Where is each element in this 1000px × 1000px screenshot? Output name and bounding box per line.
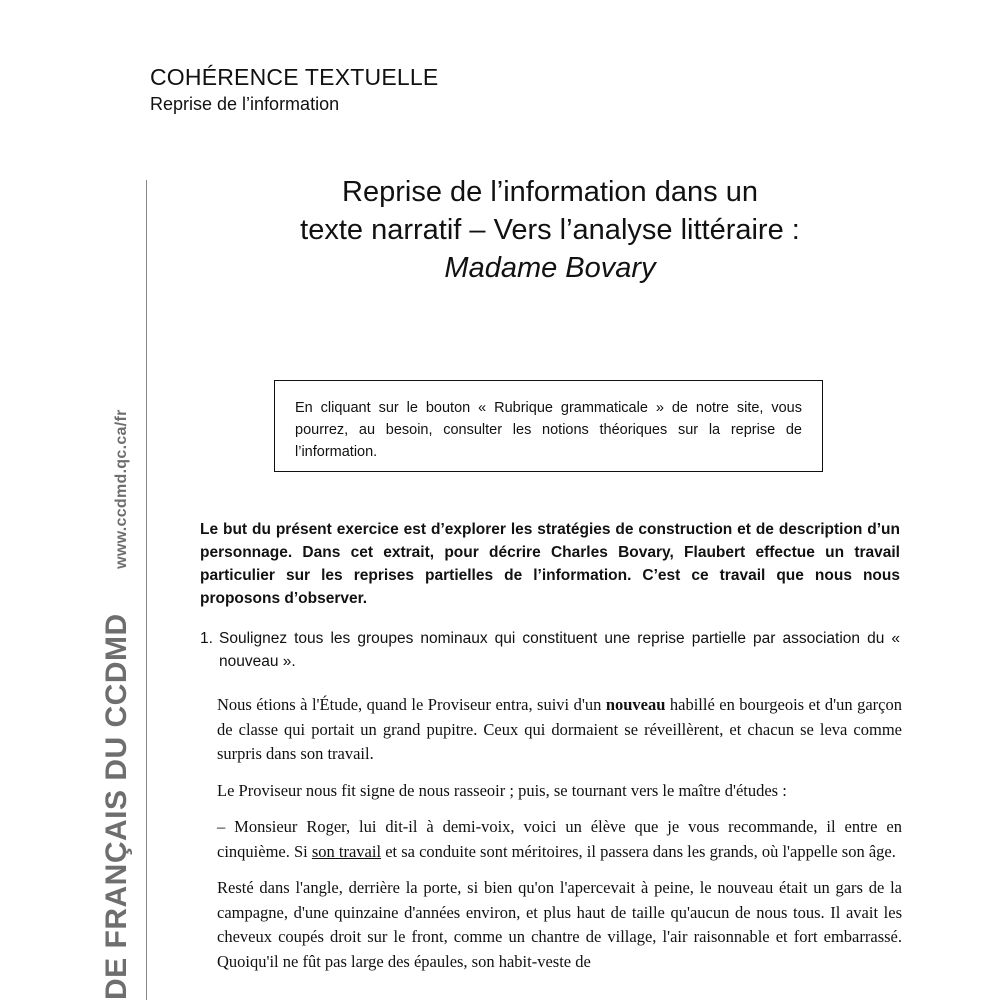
note-box xyxy=(274,380,823,472)
sidebar-vertical-text xyxy=(92,0,142,1000)
excerpt-p1-bold: nouveau xyxy=(605,695,666,714)
excerpt-p3-after: et sa conduite sont méritoires, il passera dans les grands, où l'appelle son âge. xyxy=(381,841,896,861)
excerpt-paragraph-2: Le Proviseur nous fit signe de nous rasseoir ; puis, se tournant vers le maître d'études : xyxy=(217,780,787,800)
title-line-1: Reprise de l’information dans un xyxy=(342,176,758,208)
excerpt-p1-before: Nous étions à l'Étude, quand le Proviseur entra, suivi d'un xyxy=(217,695,606,714)
question-1 xyxy=(200,627,900,673)
question-number: 1. xyxy=(200,630,213,647)
literary-excerpt xyxy=(217,693,902,986)
sidebar-url: www.ccdmd.qc.ca/fr xyxy=(113,409,130,569)
sidebar-org: DE FRANÇAIS DU CCDMD xyxy=(100,613,133,1000)
page-header xyxy=(150,62,438,116)
excerpt-p3-before: – Monsieur Roger, lui dit-il à demi-voix, voici un élève que je vous recommande, il entre en cinquième. Si xyxy=(217,817,902,861)
title-line-2: texte narratif – Vers l’analyse littéraire : xyxy=(300,214,800,246)
excerpt-p1-after: habillé en bourgeois et d'un garçon de classe qui portait un grand pupitre. Ceux qui dormaient se réveillèrent, et chacun se leva comme surpris dans son travail. xyxy=(217,695,902,763)
page-title xyxy=(200,173,900,287)
question-text: Soulignez tous les groupes nominaux qui constituent une reprise partielle par association du « nouveau ». xyxy=(219,630,900,670)
excerpt-paragraph-4: Resté dans l'angle, derrière la porte, si bien qu'on l'apercevait à peine, le nouveau était un gars de la campagne, d'une quinzaine d'années environ, et plus haut de taille qu'aucun de nous tous. Il avait les cheveux coupés droit sur le front, comme un chantre de village, l'air raisonnable et fort embarrassé. Quoiqu'il ne fût pas large des épaules, son habit-veste de xyxy=(217,878,902,971)
excerpt-paragraph-1 xyxy=(217,693,902,767)
note-text: En cliquant sur le bouton « Rubrique grammaticale » de notre site, vous pourrez, au besoin, consulter les notions théoriques sur la reprise de l’information. xyxy=(295,400,802,460)
excerpt-p3-underlined: son travail xyxy=(311,841,382,861)
title-work: Madame Bovary xyxy=(444,252,656,284)
intro-paragraph: Le but du présent exercice est d’explorer les stratégies de construction et de description d’un personnage. Dans cet extrait, pour décrire Charles Bovary, Flaubert effectue un travail particulier sur les reprises partielles de l’information. C’est ce travail que nous nous proposons d’observer. xyxy=(200,521,900,607)
subsection-title: Reprise de l’information xyxy=(150,94,340,114)
excerpt-paragraph-3 xyxy=(217,815,902,864)
section-title: COHÉRENCE TEXTUELLE xyxy=(150,64,439,90)
margin-rule xyxy=(146,180,147,1000)
